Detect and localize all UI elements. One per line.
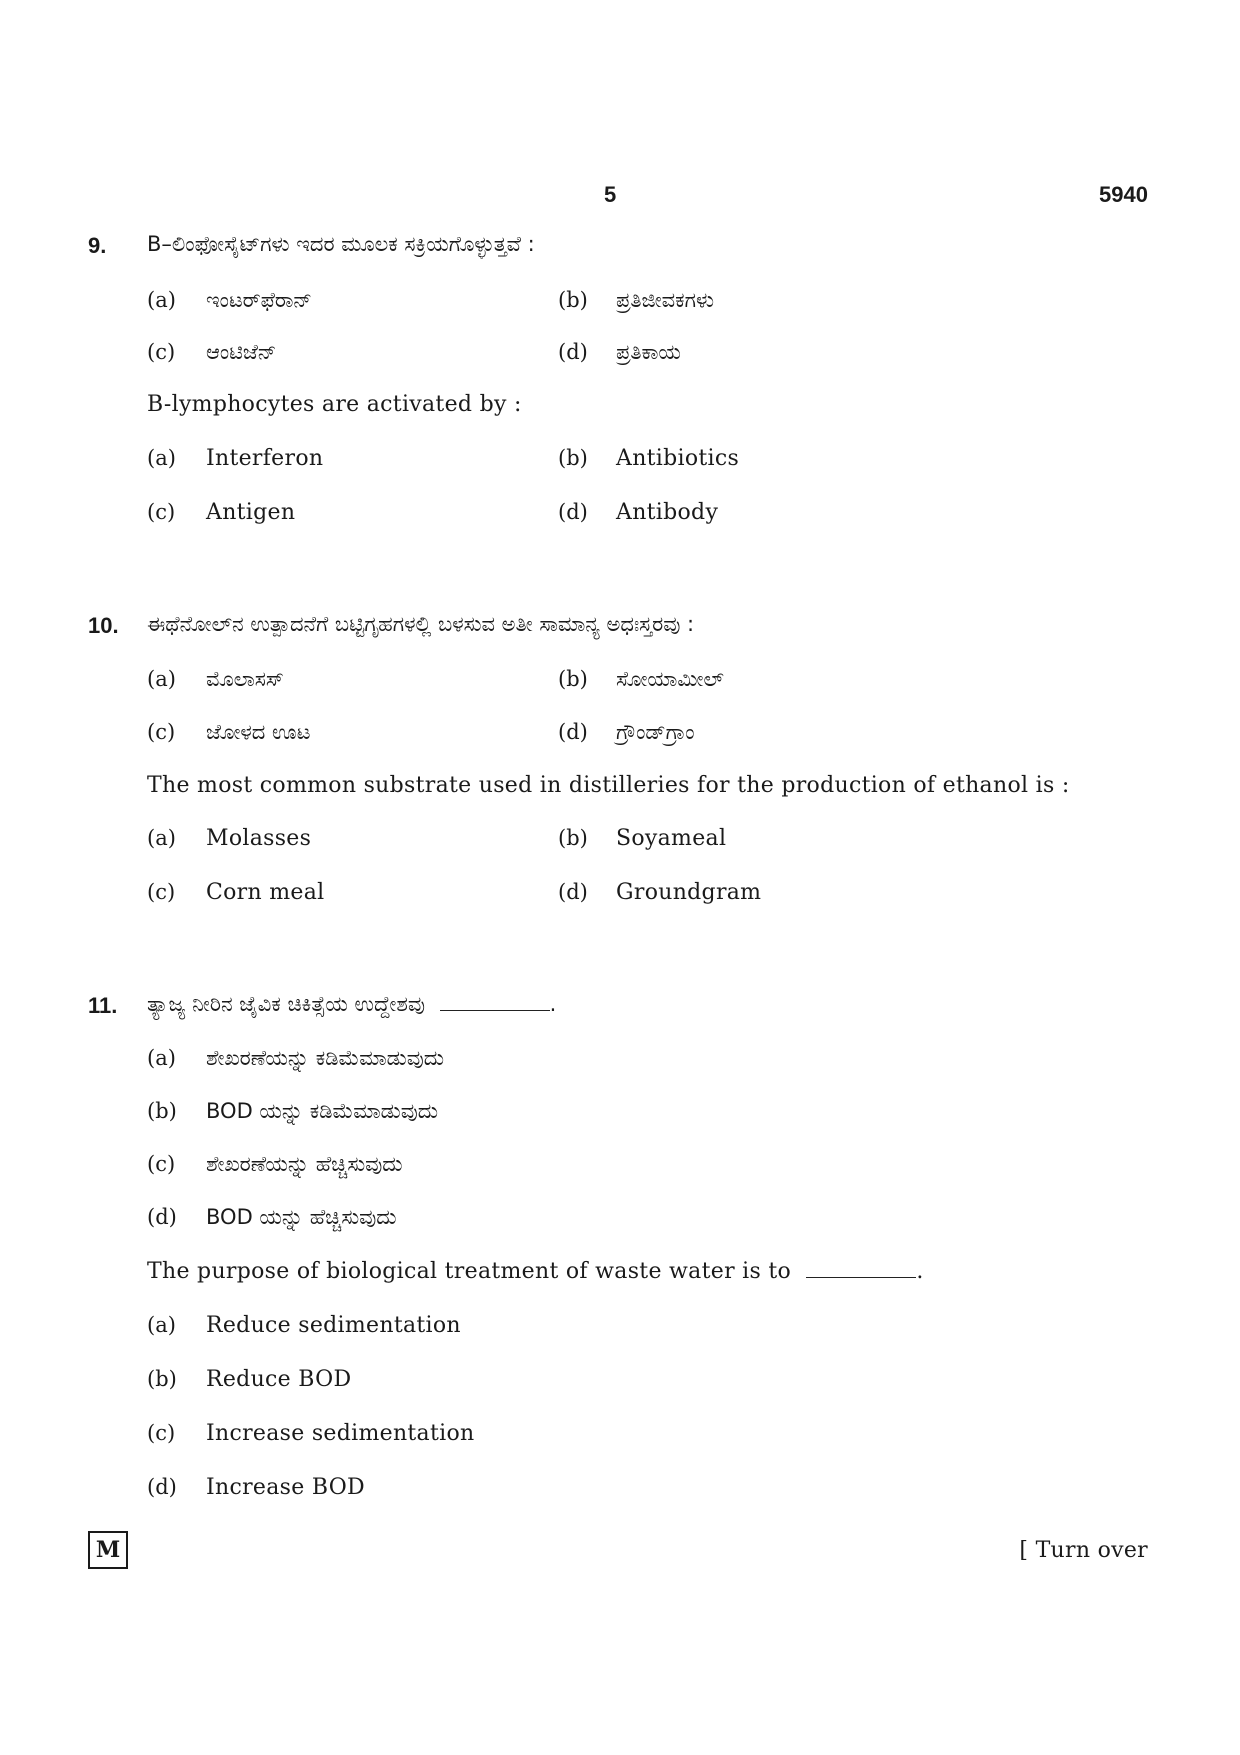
medium-mark-box: M [88,1531,128,1569]
option-label: (b) [558,667,588,691]
option-label: (b) [558,446,588,470]
option-label: (d) [558,880,588,904]
option-label: (b) [147,1367,177,1391]
option-text-kannada: ಪ್ರತಿಜೀವಕಗಳು [616,288,715,312]
option-text-kannada: BOD ಯನ್ನು ಹೆಚ್ಚಿಸುವುದು [206,1205,397,1229]
option-label: (a) [147,667,176,691]
option-text-kannada: ಆಂಟಿಜೆನ್ [206,340,277,364]
option-text-kannada: ಪ್ರತಿಕಾಯ [616,340,681,364]
option-label: (a) [147,1046,176,1070]
option-label: (d) [558,500,588,524]
question-stem: ತ್ಯಾಜ್ಯ ನೀರಿನ ಜೈವಿಕ ಚಿಕಿತ್ಸೆಯ ಉದ್ದೇಶವು [147,992,425,1016]
question-text-english: B-lymphocytes are activated by : [147,392,522,417]
option-label: (b) [147,1099,177,1123]
option-label: (d) [147,1475,177,1499]
option-label: (c) [147,1152,176,1176]
option-label: (c) [147,500,176,524]
option-text-kannada: ಸೋಯಾಮೀಲ್ [616,667,724,691]
option-text-english: Reduce BOD [206,1367,352,1392]
option-label: (a) [147,1313,176,1337]
page-number: 5 [604,182,617,207]
option-text-english: Increase BOD [206,1475,365,1500]
option-text-english: Soyameal [616,826,727,851]
option-label: (b) [558,826,588,850]
option-text-english: Corn meal [206,880,325,905]
option-text-kannada: BOD ಯನ್ನು ಕಡಿಮೆಮಾಡುವುದು [206,1099,439,1123]
option-text-english: Molasses [206,826,312,851]
paper-code: 5940 [1099,182,1148,207]
option-label: (b) [558,288,588,312]
option-label: (c) [147,340,176,364]
option-label: (a) [147,288,176,312]
option-text-kannada: ಶೇಖರಣೆಯನ್ನು ಹೆಚ್ಚಿಸುವುದು [206,1152,403,1176]
option-text-kannada: ಗ್ರೌಂಡ್‌ಗ್ರಾಂ [616,720,695,744]
option-label: (a) [147,826,176,850]
question-text-kannada: ಈಥೆನೋಲ್‌ನ ಉತ್ಪಾದನೆಗೆ ಬಟ್ಟಿಗೃಹಗಳಲ್ಲಿ ಬಳಸುವ ಅತೀ ಸಾಮಾನ್ಯ ಅಧಃಸ್ತರವು : [147,612,695,636]
option-label: (a) [147,446,176,470]
turn-over-label: [ Turn over [1019,1538,1148,1563]
option-label: (c) [147,880,176,904]
option-text-kannada: ಮೊಲಾಸಸ್ [206,667,284,691]
option-text-kannada: ಶೇಖರಣೆಯನ್ನು ಕಡಿಮೆಮಾಡುವುದು [206,1046,445,1070]
option-label: (d) [558,720,588,744]
option-label: (c) [147,720,176,744]
answer-blank [440,992,550,1011]
question-number: 10. [88,613,119,638]
option-label: (d) [147,1205,177,1229]
option-text-english: Increase sedimentation [206,1421,475,1446]
option-text-english: Interferon [206,446,324,471]
option-text-english: Antibody [616,500,719,525]
question-text-kannada: ತ್ಯಾಜ್ಯ ನೀರಿನ ಜೈವಿಕ ಚಿಕಿತ್ಸೆಯ ಉದ್ದೇಶವು . [147,992,557,1016]
question-text-kannada: B–ಲಿಂಫೋಸೈಟ್‌ಗಳು ಇದರ ಮೂಲಕ ಸಕ್ರಿಯಗೊಳ್ಳುತ್ತವೆ : [147,232,535,256]
question-stem: The purpose of biological treatment of waste water is to [147,1259,792,1284]
question-text-english: The most common substrate used in distilleries for the production of ethanol is : [147,773,1070,798]
option-text-english: Antigen [206,500,296,525]
question-number: 11. [88,993,118,1018]
option-text-english: Reduce sedimentation [206,1313,461,1338]
question-text-english: The purpose of biological treatment of waste water is to . [147,1259,924,1284]
option-text-kannada: ಜೋಳದ ಊಟ [206,720,311,744]
option-label: (d) [558,340,588,364]
question-number: 9. [88,233,107,258]
option-text-english: Antibiotics [616,446,740,471]
answer-blank [806,1259,916,1278]
option-label: (c) [147,1421,176,1445]
option-text-kannada: ಇಂಟರ್‌ಫೆರಾನ್ [206,288,312,312]
option-text-english: Groundgram [616,880,762,905]
